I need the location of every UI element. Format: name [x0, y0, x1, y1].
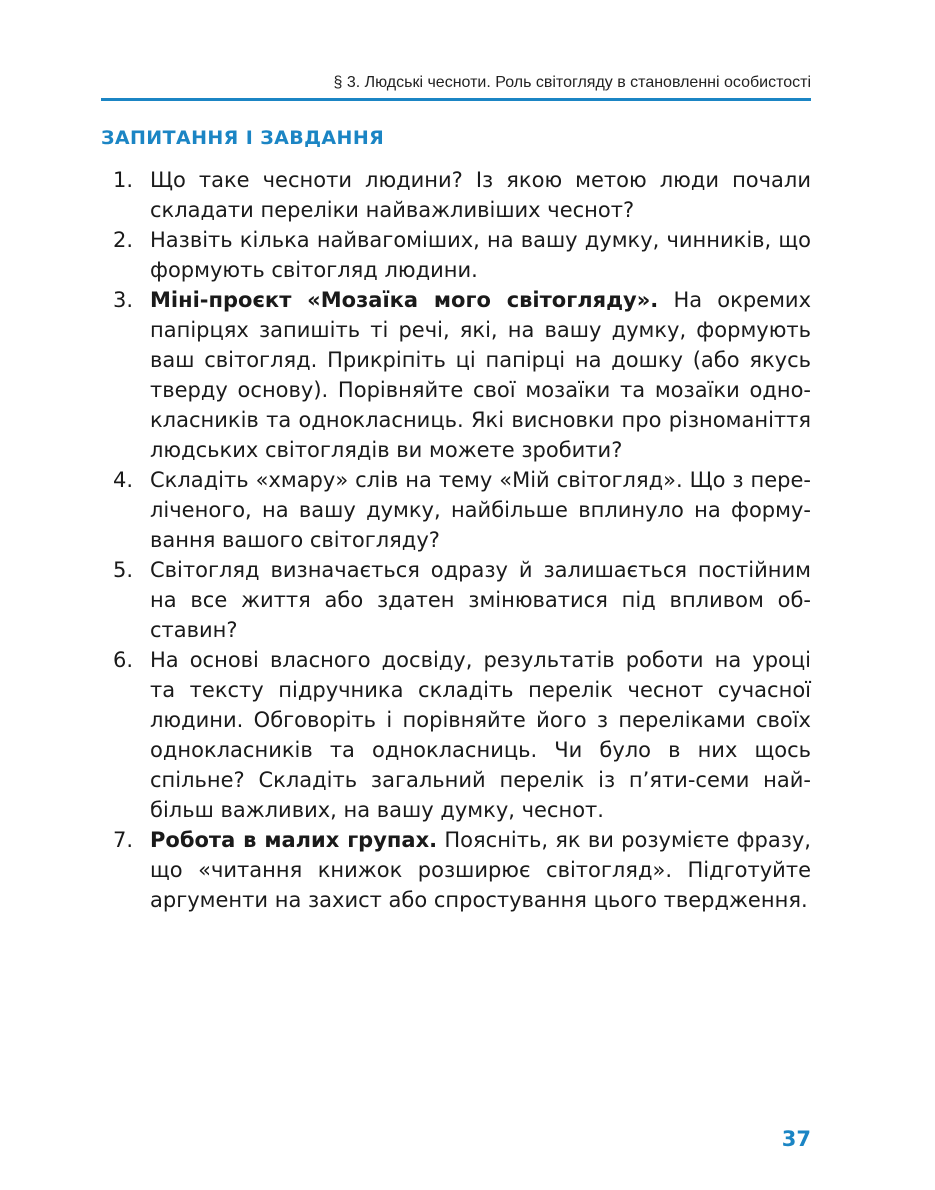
task-item-6 [101, 645, 811, 825]
header-divider [101, 98, 811, 101]
task-number: 6. [113, 648, 134, 672]
task-item-7 [101, 825, 811, 915]
task-item-1 [101, 165, 811, 225]
task-text [150, 645, 811, 825]
task-body: На основі власного досвіду, результатів роботи на уроці та тексту підручника складіть перелік чеснот сучасної людини. Обговоріть і порівняйте його з переліками своїх однокласників та однокласниць. Чи було в них щось спільне? Складіть загальний перелік із п’яти-семи найбільш важливих, на вашу думку, чеснот. [150, 648, 811, 822]
task-body: Складіть «хмару» слів на тему «Мій світогляд». Що з переліченого, на вашу думку, найбільше вплинуло на формування вашого світогляду? [150, 468, 811, 552]
task-text [150, 165, 811, 225]
task-body: Назвіть кілька найвагоміших, на вашу думку, чинників, що формують світогляд людини. [150, 228, 811, 282]
task-item-3 [101, 285, 811, 465]
task-number: 3. [113, 288, 134, 312]
task-list [101, 165, 811, 915]
task-text [150, 225, 811, 285]
task-body: На окремих папірцях запишіть ті речі, які, на вашу думку, формують ваш світогляд. Прикріпіть ці папірці на дошку (або якусь тверду основу). Порівняйте свої мозаїки та мозаїки однокласників та однокласниць. Які висновки про різноманіття людських світоглядів ви можете зробити? [150, 288, 811, 462]
task-number: 5. [113, 558, 134, 582]
task-bold-lead: Міні-проєкт «Мозаїка мого світогляду». [150, 288, 659, 312]
task-number: 4. [113, 468, 134, 492]
task-bold-lead: Робота в малих групах. [150, 828, 438, 852]
task-text [150, 555, 811, 645]
page-number: 37 [781, 1127, 811, 1151]
running-header: § 3. Людські чесноти. Роль світогляду в становленні особистості [333, 74, 811, 91]
task-number: 1. [113, 168, 134, 192]
task-item-5 [101, 555, 811, 645]
task-body: Що таке чесноти людини? Із якою метою люди почали складати переліки найважливіших чеснот? [150, 168, 811, 222]
section-heading: ЗАПИТАННЯ І ЗАВДАННЯ [101, 127, 385, 149]
task-item-4 [101, 465, 811, 555]
task-text [150, 825, 811, 915]
task-number: 7. [113, 828, 134, 852]
task-text [150, 465, 811, 555]
task-body: Світогляд визначається одразу й залишається постійним на все життя або здатен змінюватися під впливом обставин? [150, 558, 811, 642]
task-body: Поясніть, як ви розумієте фразу, що «читання книжок розширює світогляд». Підготуйте аргументи на захист або спростування цього твердження. [150, 828, 811, 912]
task-item-2 [101, 225, 811, 285]
task-text [150, 285, 811, 465]
task-number: 2. [113, 228, 134, 252]
